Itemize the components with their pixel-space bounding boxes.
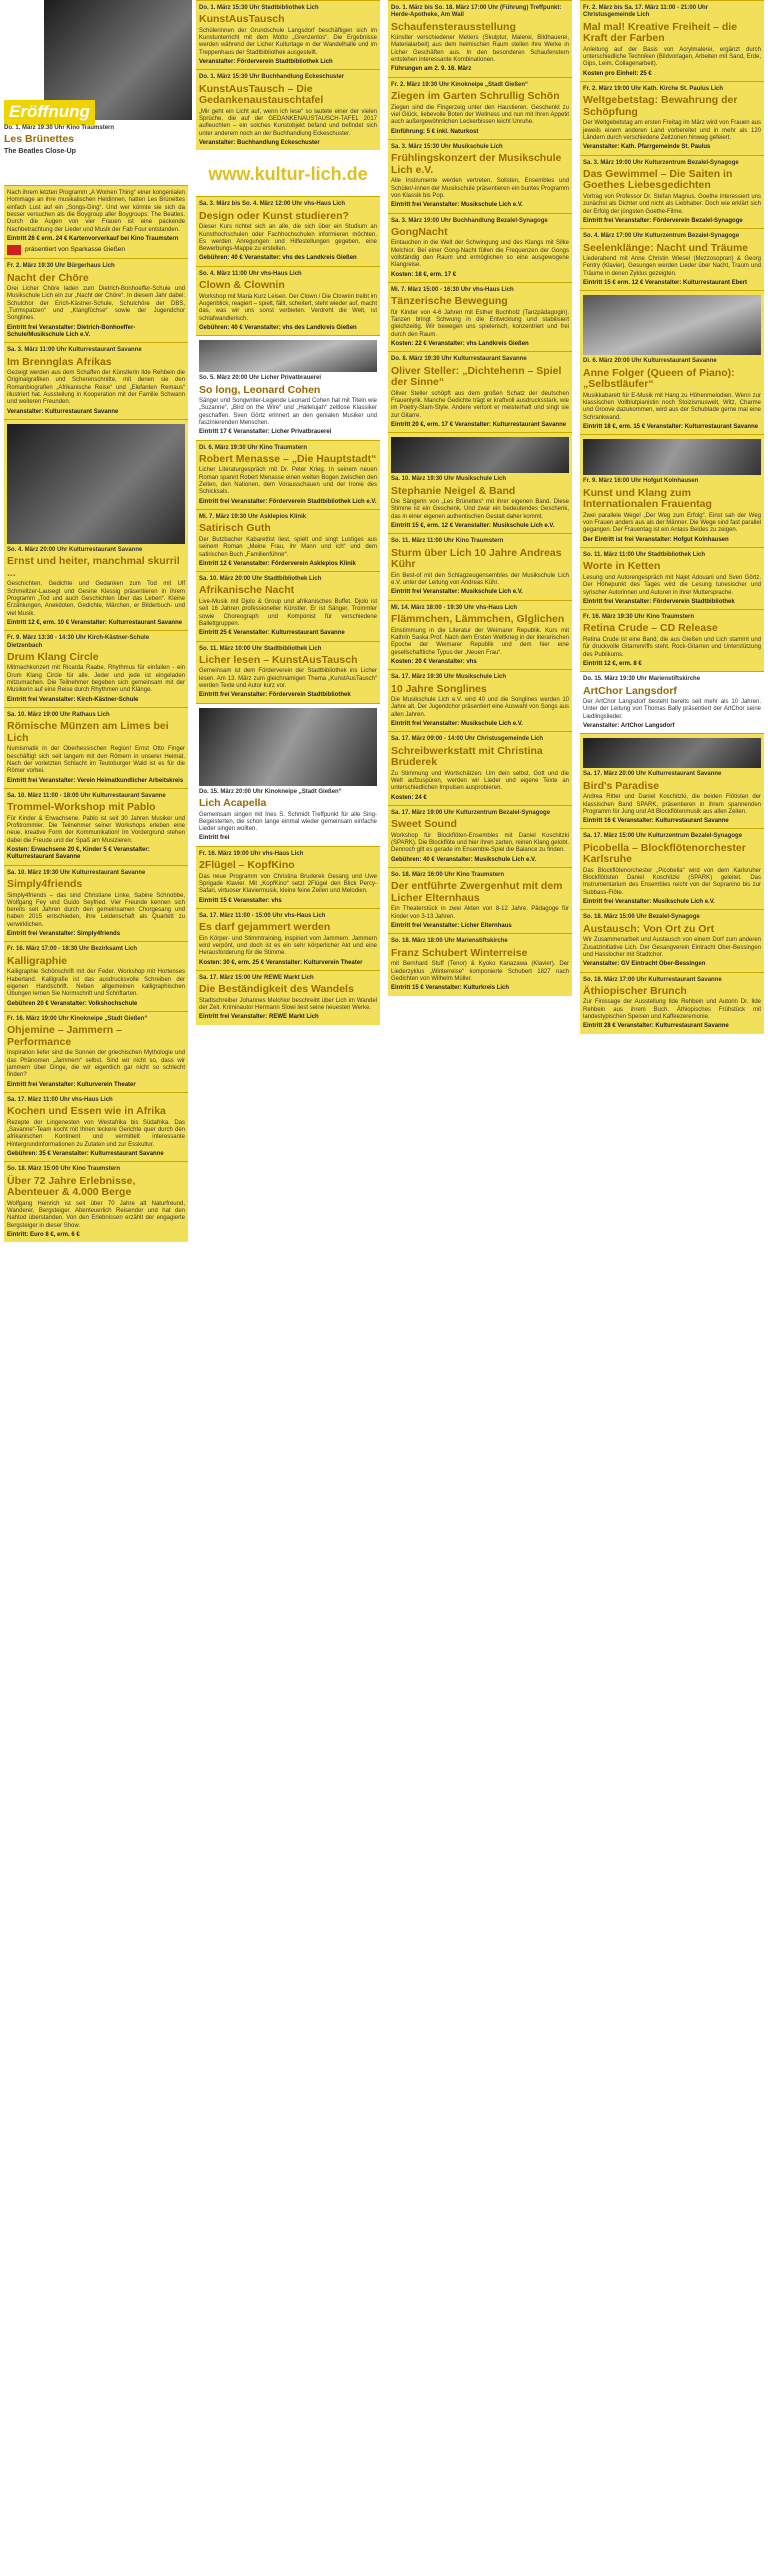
event-card: [4, 1092, 188, 1161]
event-price: Eintritt frei Veranstalter: Förderverein Stadtbibliothek: [583, 598, 735, 605]
event-price: Kosten: 24 €: [391, 794, 427, 801]
event-body: Einstimmung in die Literatur der Weimarer Republik. Kurs mit Kathrin Saska Prof. Nach dem Ersten Weltkrieg in der literarischen Epoche der Weimarer Republik und dem hier eine gesellschaftliche Typus der „Neuen Frau“.: [391, 627, 569, 656]
event-card: [196, 335, 380, 439]
event-body: Ziegen sind die Fingerzeig unter den Haustieren. Geschenkt zu viel Glück, liebevolle Boten der Wellness und nun mit Ihren Appetit auch außergewöhnlichen Leckerbissen leicht Unruhe.: [391, 104, 569, 126]
opening-hero: [4, 0, 188, 185]
event-card: [580, 81, 764, 155]
event-meta: Sa. 17. März 15:00 Uhr Kulturzentrum Bezalel-Synagoge: [583, 833, 743, 840]
event-card: [4, 788, 188, 865]
event-title: Äthiopischer Brunch: [583, 984, 687, 997]
event-photo: [199, 708, 377, 786]
event-meta: Sa. 17. März 11:00 - 15:00 Uhr vhs-Haus Lich: [199, 912, 326, 919]
event-meta: So. 11. März 10:00 Uhr Stadtbibliothek Lich: [199, 645, 322, 652]
event-title: Worte in Ketten: [583, 560, 661, 573]
website-url[interactable]: www.kultur-lich.de: [208, 164, 368, 185]
event-meta: Sa. 3. März bis So. 4. März 12:00 Uhr vhs-Haus Lich: [199, 201, 346, 208]
event-price: Eintritt 16 € Veranstalter: Kulturrestaurant Savanne: [583, 818, 729, 825]
event-title: Schaufensterausstellung: [391, 20, 516, 33]
event-card: [196, 266, 380, 335]
event-price: Kosten: 30 €, erm. 25 € Veranstalter: Kulturverein Theater: [199, 959, 363, 966]
event-photo: [7, 424, 185, 544]
event-title: ArtChor Langsdorf: [583, 684, 677, 697]
event-body: Inspiration liefer sind die Sonnen der griechischen Mythologie und das Phänomen „Jammern“ selbst. Sind wir nicht so, dass wir jammern über Dinge, die wir eigentlich gar nicht so schlecht finden?: [7, 1050, 185, 1079]
event-card: [388, 351, 572, 432]
event-title: Afrikanische Nacht: [199, 584, 295, 597]
event-meta: Do. 1. März bis So. 18. März 17:00 Uhr (Führung) Treffpunkt: Herde-Apotheke, Am Wall: [391, 5, 562, 19]
event-price: Eintritt frei Veranstalter: Förderverein Stadtbibliothek Lich e.V.: [199, 498, 377, 505]
column-2: [192, 0, 384, 2559]
event-meta: Do. 8. März 19:30 Uhr Kulturrestaurant Savanne: [391, 356, 527, 363]
event-title: Licher lesen – KunstAusTausch: [199, 653, 358, 666]
event-title: Mal mal! Kreative Freiheit – die Kraft der Farben: [583, 20, 738, 45]
event-title: Kunst und Klang zum Internationalen Frauentag: [583, 486, 712, 511]
event-card: [196, 0, 380, 69]
event-meta: Sa. 17. März 11:00 Uhr vhs-Haus Lich: [7, 1096, 113, 1103]
event-meta: Sa. 17. März 19:00 Uhr Kulturzentrum Bezalel-Synagoge: [391, 809, 551, 816]
event-price: Eintritt frei Veranstalter: Verein Heimatkundlicher Arbeitskreis: [7, 777, 184, 784]
event-card: [388, 805, 572, 867]
event-price: Kosten: 20 € Veranstalter: vhs: [391, 658, 477, 665]
event-card: [388, 77, 572, 139]
event-photo: [391, 437, 569, 473]
event-title: Römische Münzen am Limes bei Lich: [7, 720, 169, 744]
event-price: Eintritt 18 €, erm. 15 € Veranstalter: Kulturrestaurant Savanne: [583, 424, 759, 431]
event-card: [580, 228, 764, 290]
event-price: Eintritt frei Veranstalter: Musikschule Lich e.V.: [391, 720, 523, 727]
event-body: Der ArtChor Langsdorf besteht bereits seit mehr als 10 Jahren. Unter der Leitung von Thomas Bally präsentiert der ArtChor seine Liedlingslieder.: [583, 699, 761, 720]
event-card: [4, 419, 188, 630]
event-title: Anne Folger (Queen of Piano): „Selbstläufer“: [583, 366, 735, 391]
event-card: [580, 434, 764, 547]
event-meta: Fr. 2. März 19:00 Uhr Kath. Kirche St. Paulus Lich: [583, 85, 724, 92]
event-meta: Sa. 17. März 09:00 - 14:00 Uhr Christusgemeinde Lich: [391, 736, 544, 743]
event-body: Oliver Steller schöpft aus dem großen Schatz der deutschen Frauenlyrik. Manche Gedichte trägt er kraftvoll ausdrucksstark, wie im Poetry-Slam-Style. Andere vertont er meisterhaft und singt sie zur Gitarre.: [391, 390, 569, 419]
event-meta: Sa. 17. März 20:00 Uhr Kulturrestaurant Savanne: [583, 771, 722, 778]
event-body: Vortrag von Professor Dr. Stefan Magnus. Goethe interessiert uns zunächst als Dichter und nicht als Liebhaber. Doch wie erklärt sich der Erfolg der jüngsten Goethe-Filme.: [583, 194, 761, 215]
event-price: Gebühren: 40 € Veranstalter: vhs des Landkreis Gießen: [199, 255, 357, 262]
event-price: Veranstalter: Buchhandlung Eckeschuster: [199, 140, 320, 147]
event-photo: [199, 340, 377, 372]
event-body: Ein Körper- und Stimmtraining, inspiriert vom Jammern. Jammern wird verpönt, und doch ist es ein sehr körperlicher Akt und eine Herausforderung für die Stimme.: [199, 935, 377, 957]
event-title: Das Gewimmel – Die Saiten in Goethes Liebesgedichten: [583, 167, 733, 192]
event-body: Die Musikschule Lich e.V. wird 40 und die Songlines werden 10 Jahre alt. Der Jugendchor präsentiert eine Auswahl von Songs aus allen Jahren.: [391, 697, 569, 718]
event-price: Eintritt frei Veranstalter: Musikschule Lich e.V.: [391, 202, 523, 209]
event-meta: Fr. 2. März bis Sa. 17. März 11:00 - 21:00 Uhr Christusgemeinde Lich: [583, 5, 709, 19]
event-body: Andrea Ritter und Daniel Koschitzki, die beiden Flötisten der klassischen Band SPARK, präsentieren in ihrem spannenden Programm für Jung und Alt Blockflötenmusik aus allen Zeiten.: [583, 794, 761, 815]
event-price: Eintritt frei Veranstalter: Musikschule Lich e.V.: [583, 899, 715, 906]
event-card: [4, 630, 188, 707]
event-title: Es darf gejammert werden: [199, 921, 331, 934]
event-meta: Mi. 7. März 15:00 - 16:30 Uhr vhs-Haus Lich: [391, 286, 514, 293]
event-title: Ernst und heiter, manchmal skurril ...: [7, 555, 180, 579]
event-card: [580, 828, 764, 909]
event-title: 10 Jahre Songlines: [391, 682, 487, 695]
event-title: Drum Klang Circle: [7, 650, 99, 663]
event-body: Nach ihrem letzten Programm „A Women Thing“ einer kongenialen Hommage an ihre musikalischen Heldinnen, hatten Les Brünettes einfach Lust auf ein „Songs-Ding“. Und wer könnte sie sich da besser versuchen als die Boygroup aller Boygroups: The Beatles. Durch die Augen von vier Frauen ist eine packende Nachbetrachtung der Lieder und Musik der Fab Four entstanden.: [7, 190, 185, 233]
event-body: Zur Finissage der Ausstellung Ilde Rehbein und Autorin Dr. Ilde Rehbein aus ihrem Buch. Äthiopisches Frühstück mit landestypischen Speisen und Kaffeezeremonie.: [583, 999, 761, 1021]
event-body: Eintauchen in die Welt der Schwingung und des Klangs mit Silke Melchior. Bei einer Gong-Nacht füllen die Frequenzen der Gongs vollständig den Raum und ermöglichen so eine ausgewogene Klangreise.: [391, 240, 569, 269]
event-body: Ein Theaterstück in zwei Akten von 8-12 Jahre. Pädagoge für Kinder von 3-13 Jahren.: [391, 906, 569, 920]
event-card: [4, 342, 188, 419]
event-meta: Di. 6. März 20:00 Uhr Kulturrestaurant Savanne: [583, 358, 717, 365]
event-price: Eintritt 15 € Veranstalter: Kulturkreis Lich: [391, 985, 510, 992]
event-card: [196, 703, 380, 846]
event-price: Gebühren: 40 € Veranstalter: vhs des Landkreis Gießen: [199, 324, 357, 331]
event-body: Workshop mit Maria Kurz Leisen. Der Clown / Die Clownin treibt im Augenblick, reagiert – spielt, fällt, scheitert, steht wieder auf, macht das, was wir uns sonst verbieten. Verdreht die Welt, ist schlafwandlerisch.: [199, 293, 377, 322]
event-title: Retina Crude – CD Release: [583, 622, 718, 635]
event-meta: So. 18. März 17:00 Uhr Kulturrestaurant Savanne: [583, 976, 722, 983]
event-price: Eintritt frei Veranstalter: Kulturverein Theater: [7, 1081, 136, 1088]
event-meta: Sa. 10. März 20:00 Uhr Stadtbibliothek Lich: [199, 576, 322, 583]
event-card: [388, 533, 572, 599]
event-title: Sturm über Lich 10 Jahre Andreas Kühr: [391, 546, 562, 571]
event-card: [388, 933, 572, 995]
event-meta: Mi. 7. März 19:30 Uhr Asklepios Klinik: [199, 514, 307, 521]
event-title: KunstAusTausch – Die Gedankenaustauschtafel: [199, 82, 324, 107]
event-meta: Mi. 14. März 18:00 - 19:30 Uhr vhs-Haus Lich: [391, 604, 518, 611]
event-meta: So. 4. März 11:00 Uhr vhs-Haus Lich: [199, 270, 302, 277]
event-meta: Sa. 3. März 11:00 Uhr Kulturrestaurant Savanne: [7, 347, 142, 354]
event-card: [196, 440, 380, 509]
event-title: So long, Leonard Cohen: [199, 383, 321, 396]
event-meta: So. 18. März 15:00 Uhr Bezalel-Synagoge: [583, 914, 700, 921]
event-meta: Do. 1. März 15:30 Uhr Buchhandlung Eckeschuster: [199, 74, 345, 81]
event-price: Gebühren: 40 € Veranstalter: Musikschule Lich e.V.: [391, 856, 537, 863]
event-meta: Sa. 3. März 19:00 Uhr Kulturzentrum Bezalel-Synagoge: [583, 159, 739, 166]
event-price: Einführung: 5 € inkl. Naturkost: [391, 128, 479, 135]
event-body: Numismatik in der Oberhessischen Region! Ernst Otto Finger beschäftigt sich seit langem mit den Römern in unserer Heimat. Nach der vorletzten Schlacht im Teutoburger Wald ist es für die Römer vorbei.: [7, 746, 185, 775]
event-title: Design oder Kunst studieren?: [199, 209, 349, 222]
event-body: Liederabend mit Anne Christin Wiesel (Mezzosopran) & Georg Fentry (Klavier). Gesungen werden Lieder über Nacht, Traum und Träume in denen Zyklus gezeigten.: [583, 256, 761, 277]
event-price: Kosten: 22 € Veranstalter: vhs Landkreis Gießen: [391, 341, 529, 348]
event-body: Retina Crude ist eine Band, die aus Gießen und Lich stammt und für druckvolle Gitarrenriffs steht. Rock-Gitarren und Unterstützung des Publikums.: [583, 636, 761, 658]
event-card: [580, 0, 764, 81]
event-price: Führungen am 2. 9. 16. März: [391, 66, 472, 73]
event-title: GongNacht: [391, 225, 448, 238]
event-meta: So. 11. März 11:00 Uhr Kino Traumstern: [391, 538, 504, 545]
event-price: Eintritt frei Veranstalter: Simply4friends: [7, 931, 121, 938]
event-title: Kalligraphie: [7, 954, 68, 967]
event-meta: Fr. 2. März 19:30 Uhr Bürgerhaus Lich: [7, 263, 115, 270]
event-card: [388, 213, 572, 282]
column-4: [576, 0, 768, 2559]
event-price: Eintritt: Euro 8 €, erm. 6 €: [7, 1231, 80, 1238]
event-body: Gemeinsam ist dem Förderverein der Stadtbibliothek ins Licher lesen. Am 13. März zum gleichnamigen Thema „KunstAusTausch“ werden Texte und Autor kurz vor.: [199, 668, 377, 690]
event-meta: So. 11. März 11:00 Uhr Stadtbibliothek Lich: [583, 552, 706, 559]
event-card: [4, 1011, 188, 1092]
sparkasse-logo-icon: [7, 245, 21, 255]
event-card: [4, 707, 188, 788]
event-meta: Do. 1. März 15:30 Uhr Stadtbibliothek Lich: [199, 5, 319, 11]
event-card: [388, 600, 572, 669]
event-body: Die Sängerin von „Les Brünettes“ mit ihrer eigenen Band. Diese Stimme ist ein Geschenk. Und zwar ein bedeutendes Geschenk, das in einer eigenen authentischen Gestalt daher kommt.: [391, 499, 569, 520]
event-price: Veranstalter: Kath. Pfarrgemeinde St. Paulus: [583, 144, 711, 151]
event-title: Picobella – Blockflötenorchester Karlsruhe: [583, 841, 746, 866]
event-photo: [583, 738, 761, 768]
event-price: Gebühren 20 € Veranstalter: Volkshochschule: [7, 1000, 138, 1007]
event-title: Austausch: Von Ort zu Ort: [583, 922, 715, 935]
event-title: Schreibwerkstatt mit Christina Bruderek: [391, 744, 543, 769]
event-price: Eintritt frei Veranstalter: Kirch-Kästner-Schule: [7, 696, 139, 703]
event-price: Eintritt frei Veranstalter: Förderverein Bezalel-Synagoge: [583, 217, 743, 224]
event-title: Satirisch Guth: [199, 522, 271, 535]
event-price: Eintritt 12 €, erm. 10 € Veranstalter: Kulturrestaurant Savanne: [7, 619, 183, 626]
event-price: Gebühren: 35 € Veranstalter: Kulturrestaurant Savanne: [7, 1150, 164, 1157]
event-title: Trommel-Workshop mit Pablo: [7, 801, 156, 814]
event-body: Licher Literaturgespräch mit Dr. Peter Krieg. In seinem neuen Roman spannt Robert Menasse einen weiten Bogen zwischen den Zeiten, den Nationen, dem Vorausschauen und der Ironie des Schicksals.: [199, 467, 377, 496]
sponsor-text: präsentiert von Sparkasse Gießen: [25, 246, 126, 254]
event-card: [580, 155, 764, 229]
event-body: mit Bernhard Stuff (Tenor) & Kyoko Kanazawa (Klavier). Der Liederzyklus „Winterreise“ komponierte Schubert 1827 nach Gedichten von Wilhelm Müller.: [391, 961, 569, 982]
event-price: Eintritt 15 € Veranstalter: vhs: [199, 897, 282, 904]
column-1: [0, 0, 192, 2559]
event-price: Eintritt frei Veranstalter: Musikschule Lich e.V.: [391, 589, 523, 596]
event-price: Eintritt 26 € erm. 24 € Kartenvorverkauf bei Kino Traumstern: [7, 235, 179, 242]
event-meta: Do. 15. März 19:30 Uhr Marienstiftskirche: [583, 676, 701, 683]
event-body: Rezepte der Lingenesten von Westafrika bis Südafrika. Das „Savanne“-Team kocht mit Ihnen leckere Gerichte quer durch den afrikanischen Kontinent und vermittelt interessante Hintergrundinformationen zu Zutaten und zur Esskultur.: [7, 1119, 185, 1148]
event-meta: Fr. 16. März 19:00 Uhr Kinokneipe „Stadt Gießen“: [7, 1015, 148, 1022]
event-title: Simply4friends: [7, 878, 83, 890]
event-title: Oliver Steller: „Dichtehenn – Spiel der Sinne“: [391, 364, 562, 389]
event-meta: Sa. 10. März 19:30 Uhr Kulturrestaurant Savanne: [7, 869, 146, 876]
event-card: [196, 69, 380, 150]
event-card: [196, 641, 380, 703]
event-price: Eintritt frei Veranstalter: Förderverein Stadtbibliothek: [199, 692, 351, 699]
event-body: für Kinder von 4-6 Jahren mit Esther Buchholz (Tanzpädagogin). Tanzen bringt Schwung in die Entwicklung und stabilisiert gleichzeitig. Wir bewegen uns spielerisch, konzentriert und frei durch den Raum.: [391, 309, 569, 338]
event-title: Frühlingskonzert der Musikschule Lich e.V.: [391, 152, 562, 176]
event-body: Gemeinsam singen mit Ines S. Schmidt Treffpunkt für alle Sing-Begeisterten, die schon lange einmal wieder gemeinsam einfache Lieder singen wollten.: [199, 811, 377, 833]
event-body: Sänger und Songwriter-Legende Leonard Cohen hat mit Titeln wie „Suzanne“, „Bird on the Wire“ und „Hallelujah“ zeitlose Klassiker geschaffen. Sven Görtz erinnert an den genialen Musiker und faszinierenden Menschen.: [199, 398, 377, 426]
event-title: Tänzerische Bewegung: [391, 295, 508, 308]
event-price: Eintritt 15 €, erm. 12 € Veranstalter: Musikschule Lich e.V.: [391, 523, 555, 530]
event-body: Wir Zusammenarbeit und Austausch von einem Dorf zum anderen Zusatzinitiative Lich. Der Gesangverein Eintracht Ober-Bessingen und Hasslocher mit Stadtchor.: [583, 937, 761, 958]
event-card: [580, 733, 764, 828]
event-price: Eintritt frei Veranstalter: REWE Markt Lich: [199, 1014, 319, 1021]
event-card: [388, 139, 572, 213]
event-title: Die Beständigkeit des Wandels: [199, 983, 354, 996]
event-body: Alle Instrumente werden vertreten, Solisten, Ensembles und Schüler/-innen der Musikschule präsentieren ein buntes Programm von Klassik bis Pop.: [391, 178, 569, 199]
event-title: Robert Menasse – „Die Hauptstadt“: [199, 452, 377, 465]
event-price: Veranstalter: GV Eintracht Ober-Bessingen: [583, 961, 706, 968]
event-meta: Do. 1. März 19:30 Uhr Kino Traumstern: [4, 125, 115, 131]
event-card: [388, 0, 572, 77]
event-title: Der entführte Zwergenhut mit dem Licher Elternhaus: [391, 880, 563, 904]
event-price: Veranstalter: Förderverein Stadtbibliothek Lich: [199, 59, 333, 66]
event-meta: Di. 6. März 19:30 Uhr Kino Traumstern: [199, 444, 308, 451]
event-title: Ziegen im Garten Schrullig Schön: [391, 90, 560, 103]
event-price: Veranstalter: ArtChor Langsdorf: [583, 723, 675, 730]
event-card: [4, 865, 188, 942]
event-card: [388, 669, 572, 731]
event-card: [196, 571, 380, 640]
event-title: Stephanie Neigel & Band: [391, 484, 516, 497]
event-card: [388, 867, 572, 933]
event-meta: Do. 15. März 20:00 Uhr Kinokneipe „Stadt Gießen“: [199, 788, 342, 795]
event-title: Les Brünettes: [4, 133, 75, 146]
event-price: Kosten pro Einheit: 25 €: [583, 70, 652, 77]
event-meta: So. 18. März 16:00 Uhr Kino Traumstern: [391, 872, 505, 879]
event-meta: Sa. 17. März 15:00 Uhr REWE Markt Lich: [199, 975, 314, 981]
event-body: Schülerinnen der Grundschule Langsdorf beschäftigen sich im Kunstunterricht mit dem Motto „Grenzenlos“. Die Ergebnisse werden während der Licher Kulturtage in der Wandelhalle und im Treppenhaus der Stadtbibliothek ausgestellt.: [199, 27, 377, 56]
event-card: [196, 970, 380, 1025]
event-body: Der Weltgebetstag am ersten Freitag im März wird von Frauen aus jeweils einem anderen Land vorbereitet und in mehr als 120 Ländern durch verschiedene Zeitzonen hinweg gefeiert.: [583, 120, 761, 141]
event-card: [580, 609, 764, 671]
event-body: Live-Musik mit Djolo & Group und afrikanisches Buffet. Djolo ist seit 16 Jahren professioneller Künstler. Er ist Sänger, Trommler sowie Choreograph und Komponist für verschiedene Ballettgruppen.: [199, 599, 377, 627]
event-body: Gezeigt werden aus dem Schaffen der Künstlerin Ilde Rehbein die Originalgrafiken und Scherenschnitte, mit denen sie den Romanbiografien „Afrikanische Reise“ und „Elefanten Remaus“ illustriert hat. Ausstellung in Kooperation mit der Familie Schwann und weiteren Freunden.: [7, 370, 185, 406]
event-meta: Sa. 3. März 15:30 Uhr Musikschule Lich: [391, 143, 503, 150]
event-title: Über 72 Jahre Erlebnisse, Abenteuer & 4.000 Berge: [7, 1174, 136, 1199]
event-card: [580, 290, 764, 434]
event-title: KunstAusTausch: [199, 13, 285, 26]
event-body: Der Butzbacher Kabarettist liest, spielt und singt Lustiges aus seinem Roman „Meine Frau, ihr Mann und ich“ und dem satirischen Buch „Familienführer“.: [199, 536, 377, 558]
event-card: [388, 282, 572, 351]
event-body: Ein Best-of mit den Schlagzeugensembles der Musikschule Lich e.V. unter der Leitung von Andreas Kühr.: [391, 572, 569, 587]
event-body: Zu Stimmung und Wortschätzen. Um dein selbst, Gott und die Welt aufzuspüren, werden wir Lieder und eigene Texte an unterschiedlichen Impulsen ausprobieren.: [391, 770, 569, 792]
event-price: Eintritt 12 € Veranstalter: Förderverein Asklepios Klinik: [199, 560, 356, 567]
event-meta: Sa. 3. März 19:00 Uhr Buchhandlung Bezalel-Synagoge: [391, 217, 548, 224]
event-card: [4, 941, 188, 1010]
event-body: Geschichten, Gedichte und Gedanken zum Tod mit Ulf Schmeltzer-Lausegt und Gesine Klessig präsentieren in ihrem Programm „Tod und auch Geschichten über das Leben“. Kleine Erzählungen, Anekdoten, Gedichte, Märchen, er Bilderbuch- und viel Musik.: [7, 581, 185, 617]
event-price: Eintritt 17 € Veranstalter: Licher Privatbrauerei: [199, 429, 332, 436]
event-body: Lesung und Autorengespräch mit Najet Adouani und Sven Görtz. Der Höhepunkt des Tages wird die Lesung tunesischer und syrischer Autorinnen und Autoren in ihrer Muttersprache.: [583, 574, 761, 596]
event-price: Eintritt frei: [199, 835, 230, 842]
event-meta: Fr. 16. März 17:00 - 18:30 Uhr Bezirksamt Lich: [7, 946, 138, 953]
event-meta: So. 18. März 18:00 Uhr Marienstiftskirche: [391, 938, 508, 945]
event-meta: So. 4. März 20:00 Uhr Kulturrestaurant Savanne: [7, 546, 143, 553]
event-card: [4, 185, 188, 258]
event-title: Kochen und Essen wie in Afrika: [7, 1105, 166, 1118]
event-body: Wolfgang Heinrich ist seit über 70 Jahre alt Naturfreund, Wanderer, Bergsteiger. Abenteuerlich Reisender und hat den Nahtod überstanden. Von den Erlebnissen erzählt der engagierte Bergsteiger in dieser Show.: [7, 1200, 185, 1229]
event-title: Weltgebetstag: Bewahrung der Schöpfung: [583, 94, 738, 118]
event-meta: Fr. 9. März 13:30 - 14:30 Uhr Kirch-Kästner-Schule Dietzenbach: [7, 635, 150, 649]
event-subtitle: The Beatles Close-Up: [4, 147, 76, 155]
event-title: Clown & Clownin: [199, 279, 285, 292]
event-title: Bird's Paradise: [583, 779, 660, 792]
event-card: [196, 509, 380, 571]
event-card: [580, 909, 764, 971]
event-price: Veranstalter: Kulturrestaurant Savanne: [7, 408, 119, 415]
sponsor-logo: [7, 245, 185, 255]
event-body: Das Blockflötenorchester „Picobella“ wird von dem Karlsruher Blockflötisten Daniel Koschitzki (SPARK) geleitet. Das Instrumentarium des Ensembles reicht von der Sopranino bis zur Subbass-Flöte.: [583, 867, 761, 896]
event-card: [196, 846, 380, 908]
event-meta: Fr. 9. März 16:00 Uhr Hofgut Kolnhausen: [583, 478, 699, 485]
event-title: Franz Schubert Winterreise: [391, 946, 528, 959]
event-body: Anleitung auf der Basis von Acrylmalerei, ergänzt durch unterschiedliche Techniken (Bildvorlagen, Arbeiten mit Sand, Erde, Gips, Leim, Collagenarbeit).: [583, 46, 761, 68]
event-body: Künstler verschiedener Metiers (Skulptur, Malerei, Bildhauerei, Materialarbeit) aus dem heimischen Raum stellen ihre Werke in Licher Geschäften aus. In den besonderen Schaufenstern entstehen interessante Kombinationen.: [391, 35, 569, 64]
event-price: Eintritt 15 € erm. 12 € Veranstalter: Kulturrestaurant Ebert: [583, 280, 748, 287]
event-body: Kalligraphie Schönschrift mit der Feder. Workshop mit Hortenses Haberland. Kalligrafie ist das ausdrucksvolle Schreiben der eigenen Handschrift. Neben allgemeinen kalligraphischen Übungen lernen Sie Normschrift und Schriftarten.: [7, 969, 185, 998]
event-meta: Fr. 2. März 19:30 Uhr Kinokneipe „Stadt Gießen“: [391, 81, 529, 88]
event-meta: Sa. 10. März 19:00 Uhr Rathaus Lich: [7, 711, 110, 718]
event-photo: [583, 439, 761, 475]
event-card: [580, 972, 764, 1034]
event-card: [580, 671, 764, 733]
event-body: Mitmachkonzert mit Ricarda Raabe. Rhythmus für einfallen - ein Drum Klang Circle für alle. Jeder und jede ist eingeladen mitzumachen. Die Teilnehmer begeben sich gemeinsam mit der Musikerin auf eine Reise durch Rhythmen und Klänge.: [7, 665, 185, 694]
event-price: Eintritt 25 € Veranstalter: Kulturrestaurant Savanne: [199, 630, 345, 637]
event-meta: Sa. 17. März 19:30 Uhr Musikschule Lich: [391, 674, 507, 681]
event-body: Stadtschreiber Johannes Melchior beschreibt über Lich im Wandel der Zeit. Kriminautor Hermann Slowi liest seine neuesten Werke.: [199, 997, 377, 1012]
event-price: Kosten: 18 €, erm. 17 €: [391, 271, 457, 278]
opening-banner: Eröffnung: [4, 100, 95, 125]
event-body: Musikkabarett für E-Musik mit Hang zu Höhenmelodien. Wenn zur klassischen Vollblutpianistin noch Stoizismuswelt, Witz, Charme und Groove dazukommen, wird aus der Schublade gerne mal eine Schrankwand.: [583, 392, 761, 421]
event-photo: [583, 295, 761, 355]
event-title: Sweet Sound: [391, 818, 457, 831]
event-body: Das neue Programm von Christina Bruderek Gesang und Uwe Sprigade Klavier. Mit „KopfKino“ setzt 2Flügel den Blick Percy-Safari, virtuoser Klaviermusik, kleine feine Zeilen und Melodien.: [199, 873, 377, 895]
event-body: Workshop für Blockflöten-Ensembles mit Daniel Koschitzki (SPARK). Die Blockflöte und hier ihren zarten, reinen Klang gelobt. Dennoch gilt es gerade im Ensemble-Spiel die Balance zu finden.: [391, 832, 569, 854]
event-title: 2Flügel – KopfKino: [199, 859, 295, 872]
column-3: [384, 0, 576, 2559]
event-card: [388, 432, 572, 533]
event-card: [580, 547, 764, 609]
event-meta: Sa. 10. März 11:00 - 18:00 Uhr Kulturrestaurant Savanne: [7, 792, 166, 799]
event-meta: Fr. 16. März 19:00 Uhr vhs-Haus Lich: [199, 850, 304, 857]
event-card: [196, 196, 380, 265]
event-card: [388, 731, 572, 805]
event-title: Seelenklänge: Nacht und Träume: [583, 241, 749, 254]
event-title: Nacht der Chöre: [7, 271, 89, 284]
event-price: Eintritt frei Veranstalter: Licher Elternhaus: [391, 923, 512, 930]
event-card: [4, 258, 188, 342]
event-card: [196, 908, 380, 970]
event-body: Simply4friends – das sind Christiane Linke, Sabine Schnobbe, Wolfgang Fey und Guido Seyfried. Vier Freunde kennen sich bereits seit Jahren durch den gemeinsamen Chorgesang und haben 2015 entschieden, ihre Leidenschaft als Quartett zu verwirklichen.: [7, 892, 185, 928]
event-body: Für Kinder & Erwachsene. Pablo ist seit 30 Jahren Musiker und Profitrommler. Die Teilnehmer seiner Workshops erleben eine neue, kreative Form der Kommunikation! Im Vordergrund stehen dabei die Freude und der Spaß am Musizieren.: [7, 815, 185, 844]
event-price: Eintritt 20 €, erm. 17 € Veranstalter: Kulturrestaurant Savanne: [391, 422, 567, 428]
event-body: Zwei parallele Wege! „Der Weg zum Erfolg“. Einst sah der Weg von Frauen anders aus als der Männer. Die Wege sind fast parallel gegangen. Der Frauentag ist ein Anlass Beides zu zeigen.: [583, 512, 761, 534]
event-title: Flämmchen, Lämmchen, Glglichen: [391, 613, 565, 626]
event-title: Ohjemine – Jammern – Performance: [7, 1024, 122, 1048]
event-title: Im Brennglas Afrikas: [7, 355, 112, 368]
event-price: Eintritt 28 € Veranstalter: Kulturrestaurant Savanne: [583, 1023, 729, 1030]
event-meta: So. 4. März 17:00 Uhr Kulturzentrum Bezalel-Synagoge: [583, 233, 740, 240]
event-card: [4, 1161, 188, 1242]
event-price: Der Eintritt ist frei Veranstalter: Hofgut Kolnhausen: [583, 536, 729, 543]
event-meta: Sa. 10. März 19:30 Uhr Musikschule Lich: [391, 476, 507, 483]
event-meta: Fr. 16. März 19:30 Uhr Kino Traumstern: [583, 614, 695, 621]
event-title: Lich Acapella: [199, 796, 267, 809]
event-body: Drei Licher Chöre laden zum Dietrich-Bonhoeffer-Schule und Musikschule Lich ein zur „Nacht der Chöre“. In diesem Jahr dabei: Schulchor der Erich-Kästner-Schule, Schulchöre der DBS, „Turmspatzen“ und „Klangfüchse“ sowie der Jugendchor Songlines.: [7, 286, 185, 322]
event-body: Dieser Kurs richtet sich an alle, die sich über ein Studium an Kunsthochschulen oder Fachhochschulen informieren möchten. Es werden Anregungen und Hilfestellungen gegeben, eine Bewerbungs-Mappe zu erstellen.: [199, 224, 377, 253]
event-body: „Mir geht ein Licht auf, wenn ich lese“ so lautete einer der vielen Sprüche, die auf der GEDANKENAUSTAUSCH-TAFEL 2017 aufleuchten – ein solches Kunstobjekt befand und befindet sich unter anderem noch an der Buchhandlung Eckeschuster.: [199, 108, 377, 137]
event-price: Kosten: Erwachsene 20 €, Kinder 5 € Veranstalter: Kulturrestaurant Savanne: [7, 847, 150, 861]
event-meta: So. 5. März 20:00 Uhr Licher Privatbrauerei: [199, 375, 322, 382]
event-price: Eintritt 12 €, erm. 8 €: [583, 660, 642, 667]
event-price: Eintritt frei Veranstalter: Dietrich-Bonhoeffer-Schule/Musikschule Lich e.V.: [7, 324, 136, 338]
event-meta: So. 18. März 15:00 Uhr Kino Traumstern: [7, 1166, 121, 1173]
